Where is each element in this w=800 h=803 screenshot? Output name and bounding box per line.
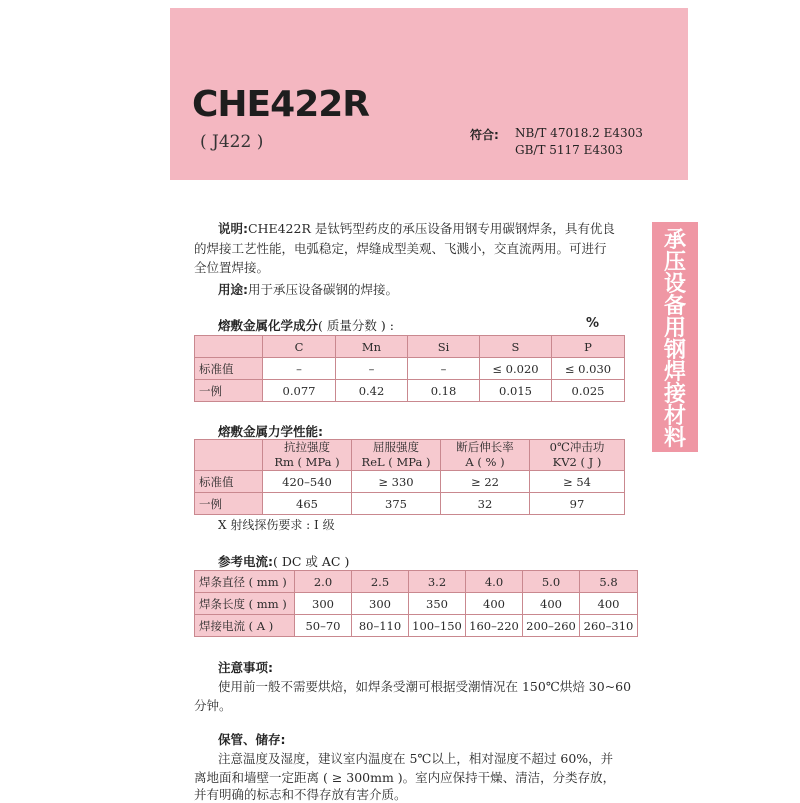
table-row xyxy=(195,571,638,593)
notes-title: 注意事项: xyxy=(218,660,273,675)
side-tab-char: 料 xyxy=(663,426,686,451)
table-cell: 3.2 xyxy=(409,571,466,593)
current-table xyxy=(194,570,638,637)
table-row xyxy=(195,593,638,615)
table-cell: 260–310 xyxy=(580,615,638,637)
table-row xyxy=(195,471,625,493)
table-cell: 50–70 xyxy=(295,615,352,637)
storage-line-1: 注意温度及湿度，建议室内温度在 5℃以上，相对湿度不超过 60%，并 xyxy=(218,751,614,766)
table-cell: 400 xyxy=(466,593,523,615)
description xyxy=(194,219,624,278)
side-tab-char: 焊 xyxy=(663,360,686,385)
table-cell: 97 xyxy=(530,493,625,515)
table-cell: 465 xyxy=(263,493,352,515)
table-cell: 375 xyxy=(352,493,441,515)
row-label: 一例 xyxy=(195,380,263,402)
row-label: 焊条直径 ( mm ) xyxy=(195,571,295,593)
table-cell: 2.0 xyxy=(295,571,352,593)
standard-label: 符合: xyxy=(470,128,499,142)
current-title: 参考电流:( DC 或 AC ) xyxy=(218,554,350,569)
table-cell: 5.0 xyxy=(523,571,580,593)
table-cell: 0.18 xyxy=(408,380,480,402)
product-model: CHE422R xyxy=(192,84,370,125)
table-row xyxy=(195,358,625,380)
column-header: 抗拉强度 Rm ( MPa ) xyxy=(263,440,352,471)
table-cell: 200–260 xyxy=(523,615,580,637)
table-corner xyxy=(195,440,263,471)
column-header: 0℃冲击功 KV2 ( J ) xyxy=(530,440,625,471)
column-header: 断后伸长率 A ( % ) xyxy=(441,440,530,471)
side-tab-char: 设 xyxy=(663,272,686,297)
storage-line-3: 并有明确的标志和不得存放有害介质。 xyxy=(194,787,407,802)
description-label: 说明: xyxy=(218,221,248,236)
table-cell: – xyxy=(408,358,480,380)
side-tab-char: 接 xyxy=(663,382,686,407)
table-cell: ≥ 330 xyxy=(352,471,441,493)
header-band xyxy=(170,8,688,180)
chemistry-unit: % xyxy=(586,316,600,331)
table-cell: 4.0 xyxy=(466,571,523,593)
description-line-1: 说明:CHE422R 是钛钙型药皮的承压设备用钢专用碳钢焊条，具有优良 xyxy=(218,221,615,236)
usage xyxy=(218,280,398,298)
side-tab-char: 备 xyxy=(663,294,686,319)
side-tab-char: 压 xyxy=(663,250,686,275)
table-cell: – xyxy=(263,358,336,380)
standard-2: GB/T 5117 E4303 xyxy=(515,143,623,157)
table-cell: ≤ 0.020 xyxy=(480,358,552,380)
chemistry-table xyxy=(194,335,625,402)
column-header: S xyxy=(480,336,552,358)
storage-title: 保管、储存: xyxy=(218,732,286,747)
table-cell: 5.8 xyxy=(580,571,638,593)
category-side-tab xyxy=(652,222,698,452)
table-cell: 32 xyxy=(441,493,530,515)
table-cell: 160–220 xyxy=(466,615,523,637)
row-label: 标准值 xyxy=(195,471,263,493)
usage-label: 用途: xyxy=(218,282,248,297)
table-cell: 350 xyxy=(409,593,466,615)
mechanical-table xyxy=(194,439,625,515)
table-cell: 0.015 xyxy=(480,380,552,402)
description-line-2: 的焊接工艺性能，电弧稳定，焊缝成型美观、飞溅小，交直流两用。可进行 xyxy=(194,240,607,256)
column-header: P xyxy=(552,336,625,358)
table-cell: ≥ 54 xyxy=(530,471,625,493)
column-header: Si xyxy=(408,336,480,358)
table-header-row xyxy=(195,440,625,471)
row-label: 焊条长度 ( mm ) xyxy=(195,593,295,615)
column-header: C xyxy=(263,336,336,358)
table-row xyxy=(195,615,638,637)
table-cell: 400 xyxy=(523,593,580,615)
table-cell: 80–110 xyxy=(352,615,409,637)
table-cell: 300 xyxy=(352,593,409,615)
mechanical-title: 熔敷金属力学性能: xyxy=(218,424,323,439)
table-cell: 420–540 xyxy=(263,471,352,493)
column-header: Mn xyxy=(336,336,408,358)
usage-text: 用于承压设备碳钢的焊接。 xyxy=(248,282,399,297)
table-cell: 400 xyxy=(580,593,638,615)
row-label: 一例 xyxy=(195,493,263,515)
table-cell: 300 xyxy=(295,593,352,615)
description-line-3: 全位置焊接。 xyxy=(194,260,270,275)
storage-line-2: 离地面和墙壁一定距离 ( ≥ 300mm )。室内应保持干燥、清洁，分类存放， xyxy=(194,770,616,785)
chemistry-subtitle: ( 质量分数 ) : xyxy=(318,318,394,333)
table-cell: – xyxy=(336,358,408,380)
table-cell: ≤ 0.030 xyxy=(552,358,625,380)
side-tab-char: 钢 xyxy=(663,338,686,363)
current-subtitle: ( DC 或 AC ) xyxy=(273,554,350,569)
table-cell: 2.5 xyxy=(352,571,409,593)
table-cell: ≥ 22 xyxy=(441,471,530,493)
table-cell: 0.025 xyxy=(552,380,625,402)
table-row xyxy=(195,493,625,515)
notes-line-2: 分钟。 xyxy=(194,698,232,713)
table-row xyxy=(195,380,625,402)
chemistry-title: 熔敷金属化学成分( 质量分数 ) : xyxy=(218,318,394,333)
product-grade: ( J422 ) xyxy=(200,132,264,152)
side-tab-char: 材 xyxy=(663,404,686,429)
standard-1: NB/T 47018.2 E4303 xyxy=(515,126,643,140)
table-header-row xyxy=(195,336,625,358)
side-tab-char: 用 xyxy=(663,316,686,341)
table-corner xyxy=(195,336,263,358)
table-cell: 0.077 xyxy=(263,380,336,402)
notes-line-1: 使用前一般不需要烘焙，如焊条受潮可根据受潮情况在 150℃烘焙 30~60 xyxy=(218,679,632,694)
side-tab-char: 承 xyxy=(663,228,686,253)
xray-requirement: X 射线探伤要求 : I 级 xyxy=(218,518,335,532)
column-header: 屈服强度 ReL ( MPa ) xyxy=(352,440,441,471)
row-label: 标准值 xyxy=(195,358,263,380)
table-cell: 100–150 xyxy=(409,615,466,637)
table-cell: 0.42 xyxy=(336,380,408,402)
row-label: 焊接电流 ( A ) xyxy=(195,615,295,637)
